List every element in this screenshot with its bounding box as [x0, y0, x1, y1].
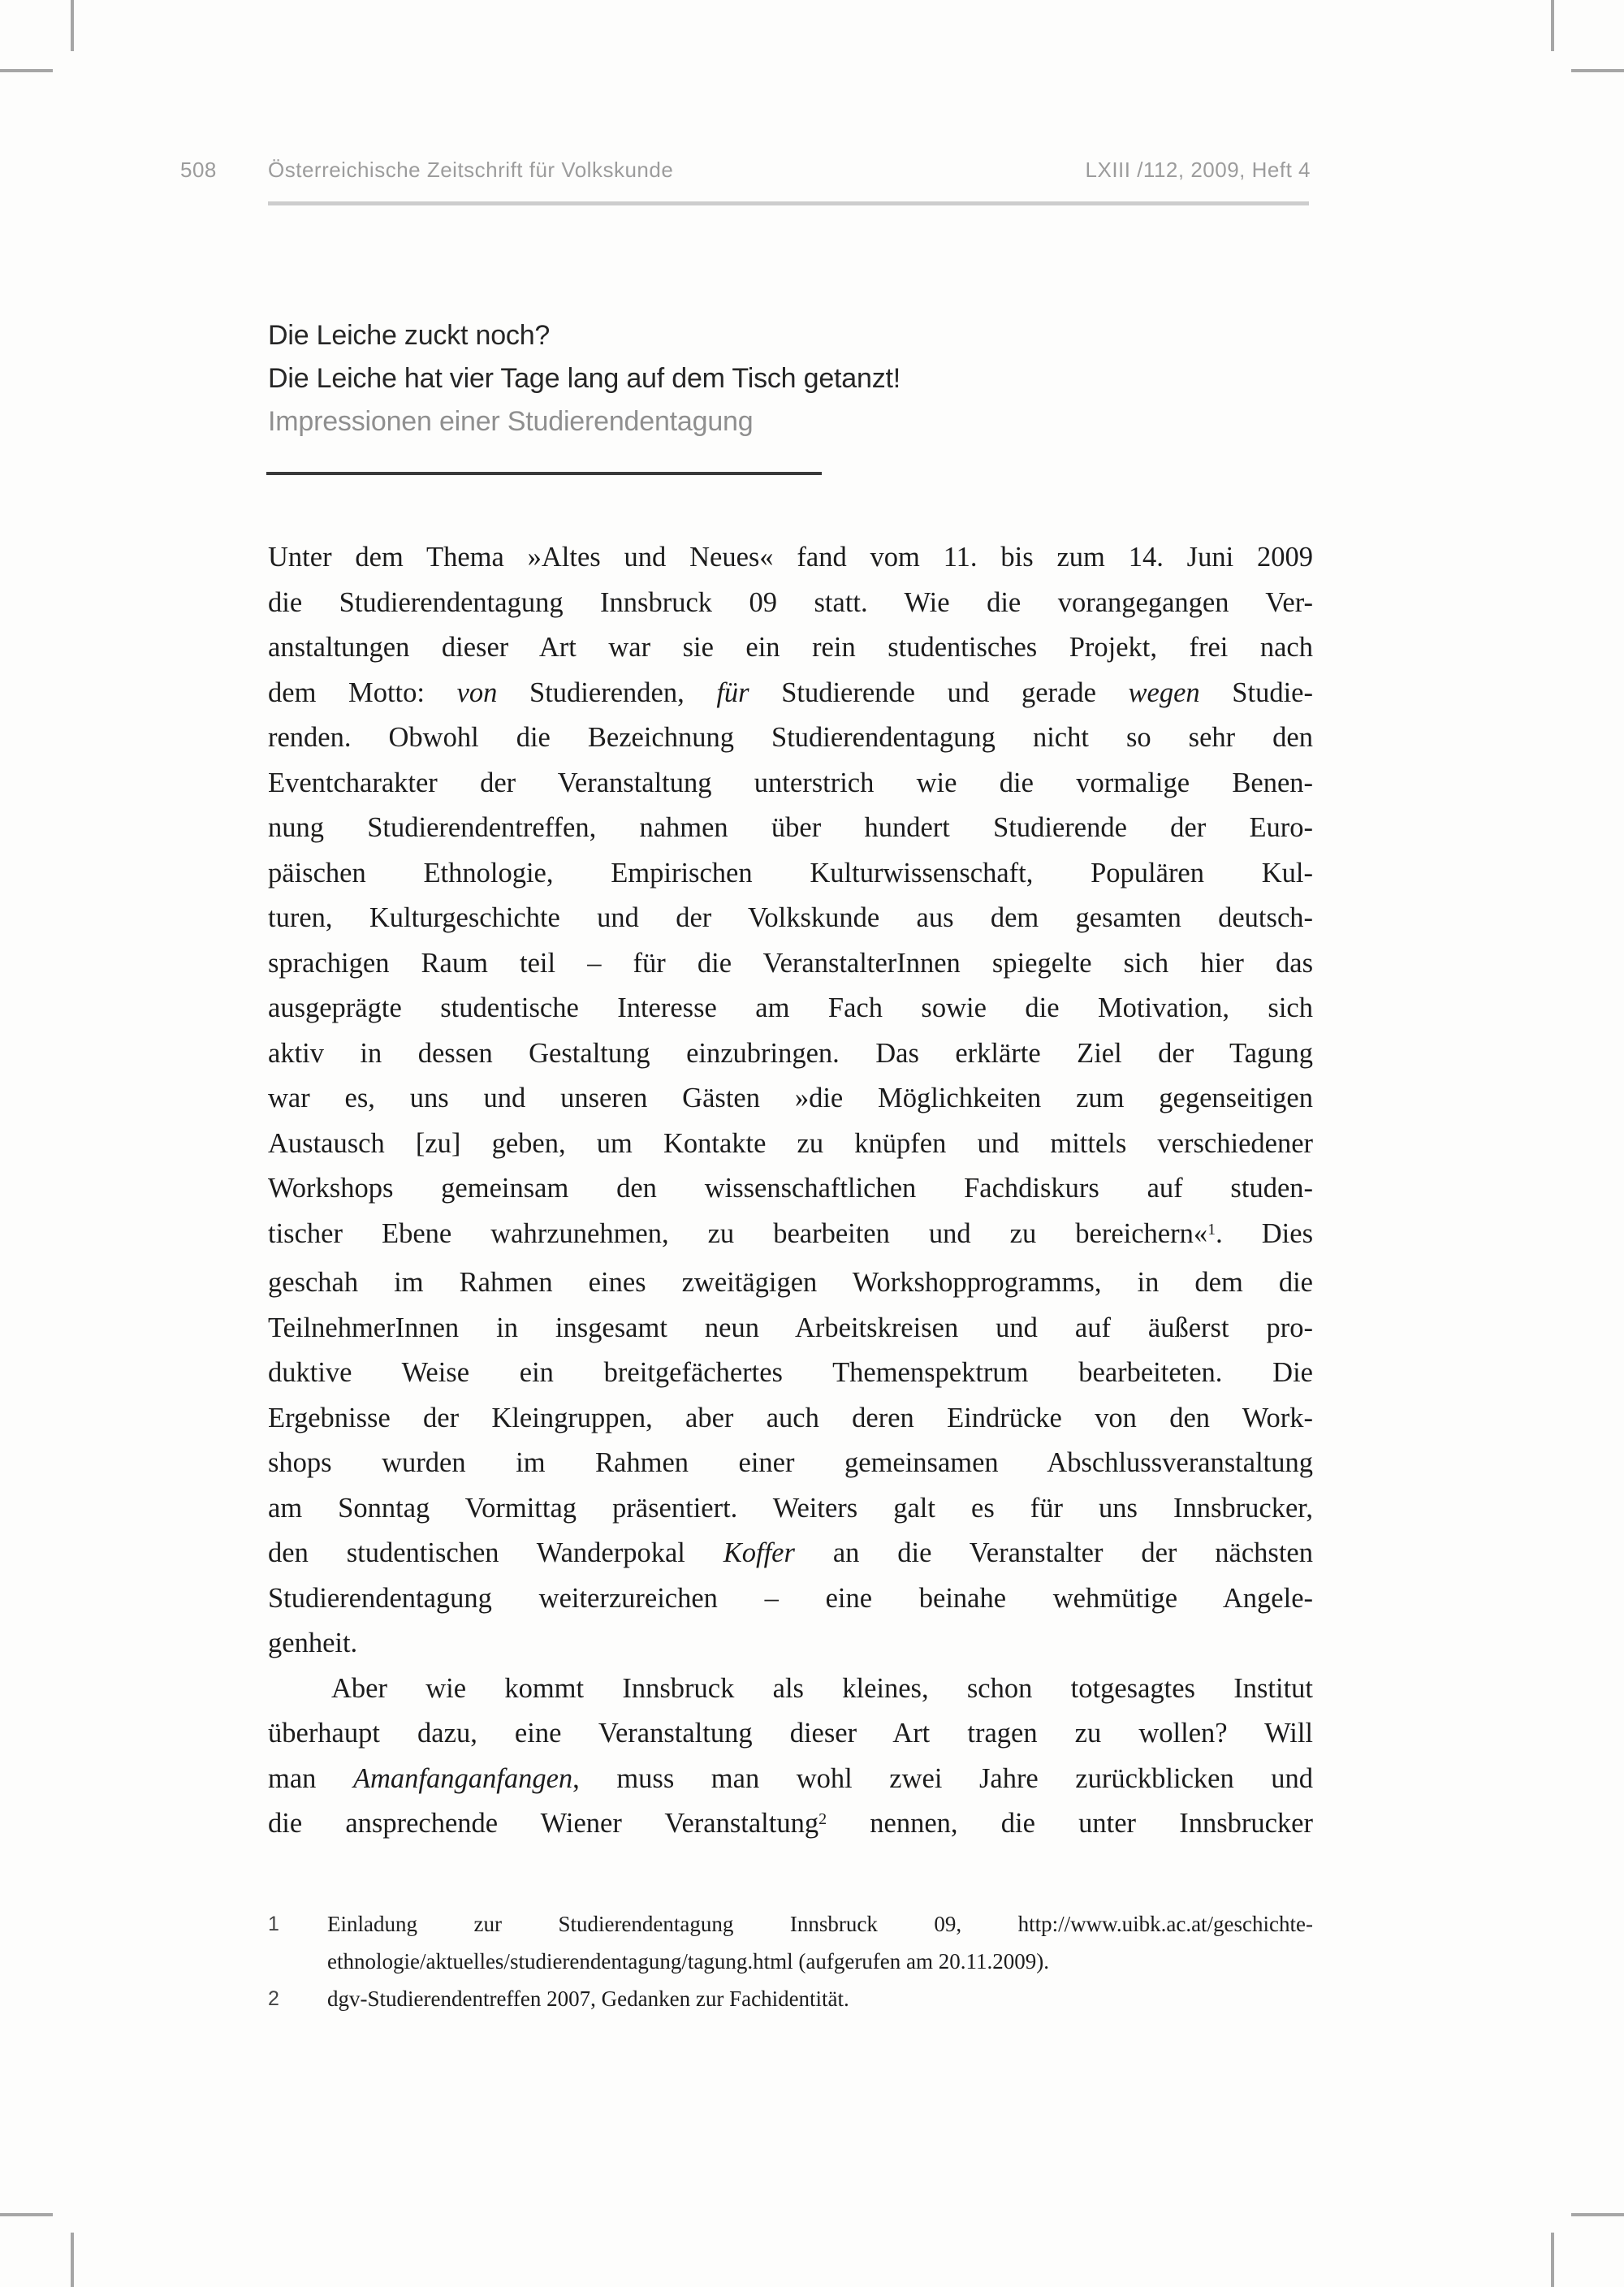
article-subtitle: Impressionen einer Studierendentagung: [268, 406, 754, 437]
issue-info: LXIII /112, 2009, Heft 4: [1085, 158, 1311, 182]
body-text: [268, 535, 1313, 1851]
body-line: nung Studierendentreffen, nahmen über hundert Studierende der Euro-: [268, 812, 1313, 843]
crop-mark-top-left-horizontal: [0, 69, 53, 72]
crop-mark-top-right-vertical: [1551, 0, 1554, 51]
footnote-number: 2: [268, 1987, 279, 2010]
body-line: tischer Ebene wahrzunehmen, zu bearbeiten und zu bereichern«$^1$. Dies: [268, 1217, 1313, 1249]
body-line: Studierendentagung weiterzureichen – eine beinahe wehmütige Angele-: [268, 1582, 1313, 1614]
footnote-line: dgv-Studierendentreffen 2007, Gedanken zur Fachidentität.: [327, 1987, 849, 2011]
body-line: renden. Obwohl die Bezeichnung Studierendentagung nicht so sehr den: [268, 722, 1313, 753]
body-line: turen, Kulturgeschichte und der Volkskunde aus dem gesamten deutsch-: [268, 902, 1313, 933]
body-line: den studentischen Wanderpokal Koffer an die Veranstalter der nächsten: [268, 1537, 1313, 1568]
body-line: Eventcharakter der Veranstaltung unterstrich wie die vormalige Benen-: [268, 767, 1313, 798]
article-title-block: [268, 314, 901, 443]
article-title-line-1: Die Leiche zuckt noch?: [268, 320, 551, 351]
body-line: am Sonntag Vormittag präsentiert. Weiters galt es für uns Innsbrucker,: [268, 1492, 1313, 1524]
crop-mark-bottom-right-horizontal: [1571, 2213, 1624, 2216]
body-line: Workshops gemeinsam den wissenschaftlichen Fachdiskurs auf studen-: [268, 1173, 1313, 1204]
body-line: Ergebnisse der Kleingruppen, aber auch deren Eindrücke von den Work-: [268, 1402, 1313, 1433]
body-line: Austausch [zu] geben, um Kontakte zu knüpfen und mittels verschiedener: [268, 1127, 1313, 1159]
footnotes: [268, 1905, 1313, 2017]
running-head-rule: [268, 201, 1309, 205]
body-line: aktiv in dessen Gestaltung einzubringen. Das erklärte Ziel der Tagung: [268, 1037, 1313, 1069]
body-line: ausgeprägte studentische Interesse am Fach sowie die Motivation, sich: [268, 992, 1313, 1023]
journal-title: Österreichische Zeitschrift für Volkskunde: [268, 158, 674, 182]
footnote: [268, 1980, 1313, 2017]
footnote-text: [327, 1905, 1313, 1980]
body-line: Aber wie kommt Innsbruck als kleines, schon totgesagtes Institut: [331, 1672, 1313, 1704]
crop-mark-top-left-vertical: [71, 0, 74, 51]
crop-mark-bottom-right-vertical: [1551, 2233, 1554, 2287]
body-line: man Amanfanganfangen, muss man wohl zwei Jahre zurückblicken und: [268, 1762, 1313, 1794]
footnote-line: ethnologie/aktuelles/studierendentagung/tagung.html (aufgerufen am 20.11.2009).: [327, 1949, 1050, 1974]
footnote-line: Einladung zur Studierendentagung Innsbruck 09, http://www.uibk.ac.at/geschichte-: [327, 1912, 1313, 1936]
crop-mark-bottom-left-horizontal: [0, 2213, 53, 2216]
body-line: genheit.: [268, 1628, 358, 1658]
article-title-line-2: Die Leiche hat vier Tage lang auf dem Tisch getanzt!: [268, 363, 901, 394]
body-line: die ansprechende Wiener Veranstaltung$^2$ nennen, die unter Innsbrucker: [268, 1808, 1313, 1839]
body-line: anstaltungen dieser Art war sie ein rein studentisches Projekt, frei nach: [268, 632, 1313, 663]
body-line: überhaupt dazu, eine Veranstaltung dieser Art tragen zu wollen? Will: [268, 1718, 1313, 1749]
footnote-text: [327, 1980, 1313, 2017]
body-line: Unter dem Thema »Altes und Neues« fand vom 11. bis zum 14. Juni 2009: [268, 542, 1313, 573]
page-number: 508: [180, 158, 217, 182]
body-line: päischen Ethnologie, Empirischen Kulturwissenschaft, Populären Kul-: [268, 857, 1313, 888]
crop-mark-bottom-left-vertical: [71, 2233, 74, 2287]
body-line: geschah im Rahmen eines zweitägigen Workshopprogramms, in dem die: [268, 1267, 1313, 1298]
crop-mark-top-right-horizontal: [1571, 69, 1624, 72]
body-line: dem Motto: von Studierenden, für Studierende und gerade wegen Studie-: [268, 677, 1313, 708]
running-head: [268, 158, 1311, 183]
body-line: shops wurden im Rahmen einer gemeinsamen Abschlussveranstaltung: [268, 1447, 1313, 1478]
body-line: war es, uns und unseren Gästen »die Möglichkeiten zum gegenseitigen: [268, 1083, 1313, 1113]
body-line: die Studierendentagung Innsbruck 09 statt. Wie die vorangegangen Ver-: [268, 586, 1313, 618]
footnote: [268, 1905, 1313, 1980]
footnote-number: 1: [268, 1913, 279, 1935]
body-line: duktive Weise ein breitgefächertes Themenspektrum bearbeiteten. Die: [268, 1357, 1313, 1388]
title-rule: [266, 472, 822, 475]
body-line: sprachigen Raum teil – für die VeranstalterInnen spiegelte sich hier das: [268, 947, 1313, 979]
body-line: TeilnehmerInnen in insgesamt neun Arbeitskreisen und auf äußerst pro-: [268, 1312, 1313, 1343]
